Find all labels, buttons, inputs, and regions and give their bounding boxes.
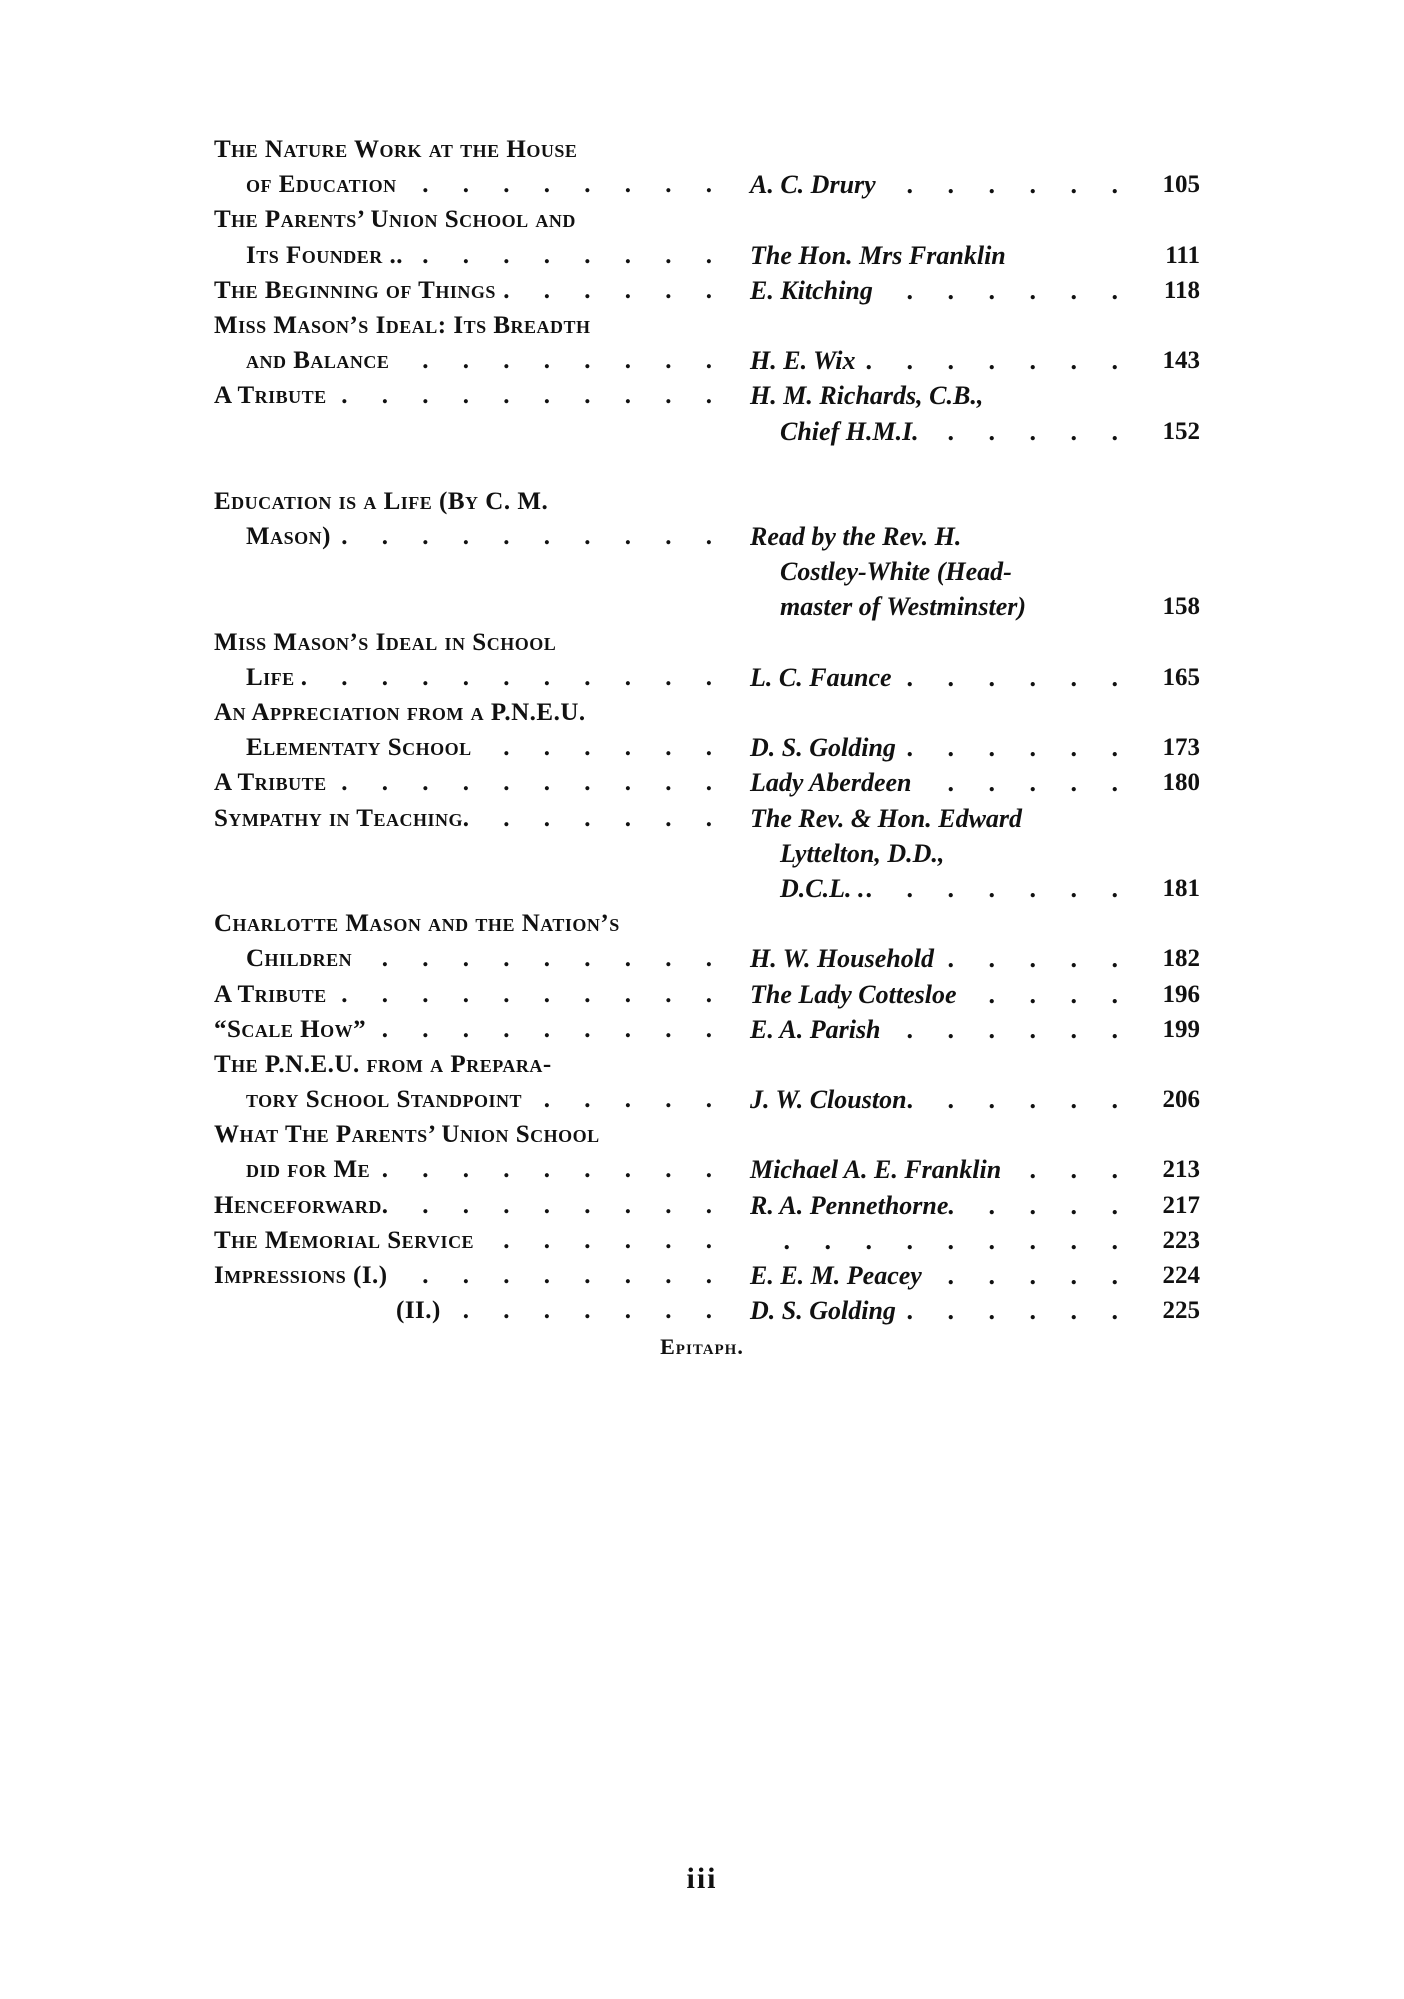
dot-leader bbox=[463, 801, 726, 836]
toc-line bbox=[214, 202, 1200, 237]
toc-line bbox=[214, 1223, 1200, 1258]
toc-author bbox=[750, 730, 1132, 765]
toc-line bbox=[214, 695, 1200, 730]
toc-line bbox=[214, 801, 1200, 836]
toc-title bbox=[214, 801, 726, 836]
toc-entry bbox=[214, 977, 1200, 1012]
toc-page-number: 180 bbox=[1162, 769, 1200, 797]
toc-entry bbox=[214, 1117, 1200, 1187]
dot-leader bbox=[352, 941, 726, 976]
toc-line bbox=[214, 519, 1200, 554]
toc-title-text: Education is a Life (By C. M. bbox=[214, 487, 549, 515]
toc-author-text: The Hon. Mrs Franklin bbox=[750, 240, 1006, 270]
toc-entry bbox=[214, 625, 1200, 695]
toc-title-text: of Education bbox=[246, 171, 397, 199]
dot-leader bbox=[397, 167, 726, 202]
toc-line bbox=[214, 132, 1200, 167]
toc-line bbox=[214, 660, 1200, 695]
toc-page-number: 196 bbox=[1162, 980, 1200, 1008]
toc-author-text: D. S. Golding bbox=[750, 1296, 896, 1326]
toc-title-text: tory School Standpoint bbox=[246, 1086, 523, 1114]
toc-title-text: Sympathy in Teaching bbox=[214, 804, 463, 832]
toc-author bbox=[750, 519, 1132, 554]
dot-leader bbox=[327, 765, 726, 800]
toc-title bbox=[246, 941, 726, 976]
toc-title-text: and Balance bbox=[246, 347, 390, 375]
toc-author bbox=[780, 871, 1132, 906]
toc-title-text: What The Parents’ Union School bbox=[214, 1121, 600, 1149]
dot-leader bbox=[896, 730, 1132, 765]
toc-author-text: D. S. Golding bbox=[750, 733, 896, 763]
toc-page-number: 224 bbox=[1162, 1262, 1200, 1289]
dot-leader bbox=[327, 977, 726, 1012]
toc-title bbox=[214, 1188, 726, 1223]
toc-title-text: Life bbox=[246, 663, 295, 691]
toc-page-number: 173 bbox=[1162, 734, 1200, 762]
toc-author-text: Michael A. E. Franklin bbox=[750, 1155, 1002, 1185]
toc-author bbox=[780, 836, 1132, 871]
toc-title-text: The Parents’ Union School and bbox=[214, 206, 576, 234]
toc-author-text: D.C.L. . bbox=[780, 873, 865, 903]
toc-title bbox=[246, 1082, 726, 1117]
toc-title-text: The Beginning of Things bbox=[214, 276, 496, 304]
toc-line bbox=[214, 730, 1200, 765]
toc-title bbox=[214, 1117, 726, 1152]
dot-leader bbox=[912, 765, 1133, 800]
toc-line bbox=[214, 625, 1200, 660]
toc-title bbox=[214, 1258, 726, 1293]
toc-author bbox=[750, 1188, 1132, 1223]
toc-line bbox=[214, 414, 1200, 449]
toc-author-text: The Lady Cottesloe bbox=[750, 979, 957, 1009]
toc-title bbox=[214, 977, 726, 1012]
toc-author-text: R. A. Pennethorne bbox=[750, 1190, 949, 1220]
toc-page-number: 223 bbox=[1162, 1226, 1200, 1254]
dot-leader bbox=[522, 1082, 726, 1117]
toc-entry bbox=[214, 695, 1200, 765]
toc-author-text: H. W. Household bbox=[750, 944, 934, 974]
toc-page-number: 182 bbox=[1162, 945, 1200, 973]
toc-line bbox=[214, 238, 1200, 273]
toc-line bbox=[214, 378, 1200, 413]
toc-title bbox=[396, 1293, 726, 1328]
dot-leader bbox=[1001, 1152, 1132, 1187]
dot-leader bbox=[948, 1188, 1132, 1223]
toc-title-text: A Tribute bbox=[214, 980, 327, 1008]
toc-entry bbox=[214, 202, 1200, 272]
toc-line bbox=[214, 1082, 1200, 1117]
toc-line bbox=[214, 484, 1200, 519]
toc-entry bbox=[214, 1047, 1200, 1117]
dot-leader bbox=[295, 660, 726, 695]
toc-author bbox=[750, 941, 1132, 976]
toc-title bbox=[214, 1223, 726, 1258]
toc-title bbox=[246, 730, 726, 765]
dot-leader bbox=[957, 977, 1132, 1012]
toc-title-text: Children bbox=[246, 945, 353, 973]
toc-entry bbox=[214, 906, 1200, 976]
toc-line bbox=[214, 589, 1200, 624]
toc-author bbox=[750, 1293, 1132, 1328]
dot-leader bbox=[389, 343, 726, 378]
toc-title-text: A Tribute bbox=[214, 382, 327, 410]
toc-line bbox=[214, 1152, 1200, 1187]
toc-line bbox=[214, 906, 1200, 941]
toc-title-text: Mason) bbox=[246, 523, 331, 551]
toc-line bbox=[214, 871, 1200, 906]
toc-author bbox=[780, 414, 1132, 449]
toc-author bbox=[750, 660, 1132, 695]
toc-title-text: An Appreciation from a P.N.E.U. bbox=[214, 699, 586, 726]
toc-entry bbox=[214, 1258, 1200, 1293]
toc-line bbox=[214, 343, 1200, 378]
toc-title bbox=[214, 695, 726, 730]
table-of-contents bbox=[214, 132, 1200, 1328]
toc-author bbox=[750, 801, 1132, 836]
toc-author bbox=[750, 1223, 1132, 1258]
toc-page-number: 152 bbox=[1162, 417, 1200, 445]
toc-title bbox=[214, 625, 726, 660]
spacer bbox=[214, 449, 1200, 484]
toc-author-text: E. A. Parish bbox=[750, 1014, 881, 1044]
dot-leader bbox=[855, 343, 1132, 378]
dot-leader bbox=[370, 1152, 726, 1187]
toc-entry bbox=[214, 132, 1200, 202]
page-number: iii bbox=[686, 1862, 718, 1895]
toc-author-text: Lyttelton, D.D., bbox=[780, 838, 945, 868]
toc-entry bbox=[214, 1223, 1200, 1258]
toc-title bbox=[246, 519, 726, 554]
dot-leader bbox=[892, 660, 1132, 695]
toc-author-text: master of Westminster) bbox=[780, 592, 1027, 622]
toc-line bbox=[214, 308, 1200, 343]
toc-title bbox=[214, 308, 726, 343]
toc-title-text: “Scale How” bbox=[214, 1015, 367, 1043]
toc-entry bbox=[214, 308, 1200, 378]
toc-title bbox=[246, 238, 726, 273]
toc-title-text: The Memorial Service bbox=[214, 1226, 475, 1254]
toc-author-text: A. C. Drury bbox=[750, 170, 876, 200]
toc-author-text: Costley-White (Head- bbox=[780, 557, 1012, 587]
toc-title bbox=[214, 906, 726, 941]
dot-leader bbox=[496, 273, 726, 308]
toc-title bbox=[214, 273, 726, 308]
toc-entry bbox=[214, 765, 1200, 800]
toc-entry bbox=[214, 1188, 1200, 1223]
toc-title bbox=[246, 660, 726, 695]
toc-author-text: L. C. Faunce bbox=[750, 662, 892, 692]
toc-author bbox=[750, 378, 1132, 413]
toc-author-text: The Rev. & Hon. Edward bbox=[750, 803, 1023, 833]
toc-page-number: 206 bbox=[1162, 1086, 1200, 1114]
dot-leader bbox=[922, 1258, 1132, 1293]
toc-author-text: E. Kitching bbox=[750, 275, 873, 305]
toc-author-text: H. E. Wix bbox=[750, 346, 856, 376]
toc-line bbox=[214, 167, 1200, 202]
dot-leader bbox=[907, 1082, 1132, 1117]
dot-leader bbox=[327, 378, 726, 413]
toc-title-text: The P.N.E.U. from a Prepara- bbox=[214, 1050, 552, 1078]
toc-page-number: 143 bbox=[1162, 347, 1200, 375]
dot-leader bbox=[919, 414, 1132, 449]
toc-title bbox=[214, 202, 726, 237]
toc-page-number: 158 bbox=[1162, 593, 1200, 621]
toc-title bbox=[214, 132, 726, 167]
toc-author bbox=[750, 977, 1132, 1012]
toc-page-number: 213 bbox=[1162, 1156, 1200, 1184]
dot-leader bbox=[403, 238, 726, 273]
toc-author bbox=[750, 1082, 1132, 1117]
toc-author bbox=[750, 765, 1132, 800]
toc-title-text: The Nature Work at the House bbox=[214, 136, 578, 163]
toc-title bbox=[214, 378, 726, 413]
toc-line bbox=[214, 1047, 1200, 1082]
toc-author-text: J. W. Clouston bbox=[750, 1085, 907, 1115]
toc-page-number: 111 bbox=[1165, 241, 1200, 269]
toc-title bbox=[214, 765, 726, 800]
dot-leader bbox=[472, 730, 726, 765]
toc-line bbox=[214, 1012, 1200, 1047]
dot-leader bbox=[366, 1012, 726, 1047]
toc-author bbox=[750, 167, 1132, 202]
dot-leader bbox=[881, 1012, 1132, 1047]
toc-title bbox=[214, 1047, 726, 1082]
toc-author bbox=[750, 343, 1132, 378]
dot-leader bbox=[750, 1223, 1132, 1258]
toc-entry bbox=[214, 1012, 1200, 1047]
toc-page-number: 199 bbox=[1162, 1015, 1200, 1043]
toc-page-number: 118 bbox=[1163, 276, 1200, 304]
toc-line bbox=[214, 1117, 1200, 1152]
toc-author bbox=[750, 238, 1132, 273]
toc-title bbox=[214, 1012, 726, 1047]
toc-author bbox=[750, 1152, 1132, 1187]
toc-author-text: Read by the Rev. H. bbox=[750, 522, 962, 552]
dot-leader bbox=[865, 871, 1133, 906]
dot-leader bbox=[873, 273, 1132, 308]
toc-line bbox=[214, 273, 1200, 308]
toc-title-text: Elementaty School bbox=[246, 734, 472, 762]
dot-leader bbox=[474, 1223, 726, 1258]
dot-leader bbox=[441, 1293, 726, 1328]
toc-title-text: Its Founder .. bbox=[246, 241, 404, 269]
toc-line bbox=[214, 554, 1200, 589]
toc-title bbox=[246, 343, 726, 378]
toc-title-text: Miss Mason’s Ideal in School bbox=[214, 628, 557, 656]
toc-line bbox=[214, 1258, 1200, 1293]
toc-title-text: A Tribute bbox=[214, 769, 327, 797]
toc-line bbox=[214, 765, 1200, 800]
toc-page-number: 181 bbox=[1162, 874, 1200, 902]
toc-author-text: H. M. Richards, C.B., bbox=[750, 381, 984, 411]
toc-entry bbox=[214, 378, 1200, 448]
toc-author bbox=[750, 1258, 1132, 1293]
toc-line bbox=[214, 1188, 1200, 1223]
toc-page-number: 165 bbox=[1162, 663, 1200, 691]
dot-leader bbox=[934, 941, 1132, 976]
toc-entry bbox=[214, 801, 1200, 907]
epitaph-heading: Epitaph. bbox=[660, 1334, 744, 1359]
toc-author bbox=[780, 589, 1132, 624]
toc-title-text: Henceforward bbox=[214, 1191, 382, 1219]
toc-title-text: Impressions (I.) bbox=[214, 1262, 388, 1289]
toc-page-number: 217 bbox=[1162, 1191, 1200, 1219]
toc-line bbox=[214, 941, 1200, 976]
toc-entry bbox=[214, 484, 1200, 625]
toc-title-text: Charlotte Mason and the Nation’s bbox=[214, 910, 620, 938]
toc-page-number: 225 bbox=[1162, 1297, 1200, 1325]
toc-author-text: E. E. M. Peacey bbox=[750, 1261, 922, 1290]
toc-title bbox=[246, 167, 726, 202]
dot-leader bbox=[896, 1293, 1132, 1328]
toc-author-text: Chief H.M.I. bbox=[780, 416, 919, 446]
toc-entry bbox=[214, 1293, 1200, 1328]
toc-page-number: 105 bbox=[1162, 171, 1200, 199]
dot-leader bbox=[331, 519, 726, 554]
dot-leader bbox=[876, 167, 1132, 202]
toc-author bbox=[750, 273, 1132, 308]
toc-title-text: did for Me bbox=[246, 1156, 371, 1184]
toc-title bbox=[214, 484, 726, 519]
toc-line bbox=[214, 977, 1200, 1012]
dot-leader bbox=[382, 1188, 726, 1223]
toc-entry bbox=[214, 273, 1200, 308]
toc-title-text: Miss Mason’s Ideal: Its Breadth bbox=[214, 311, 591, 339]
toc-line bbox=[214, 1293, 1200, 1328]
toc-author bbox=[780, 554, 1132, 589]
toc-author bbox=[750, 1012, 1132, 1047]
toc-line bbox=[214, 836, 1200, 871]
toc-title-text: (II.) bbox=[396, 1297, 441, 1325]
dot-leader bbox=[388, 1258, 726, 1293]
toc-author-text: Lady Aberdeen bbox=[750, 768, 912, 798]
toc-title bbox=[246, 1152, 726, 1187]
